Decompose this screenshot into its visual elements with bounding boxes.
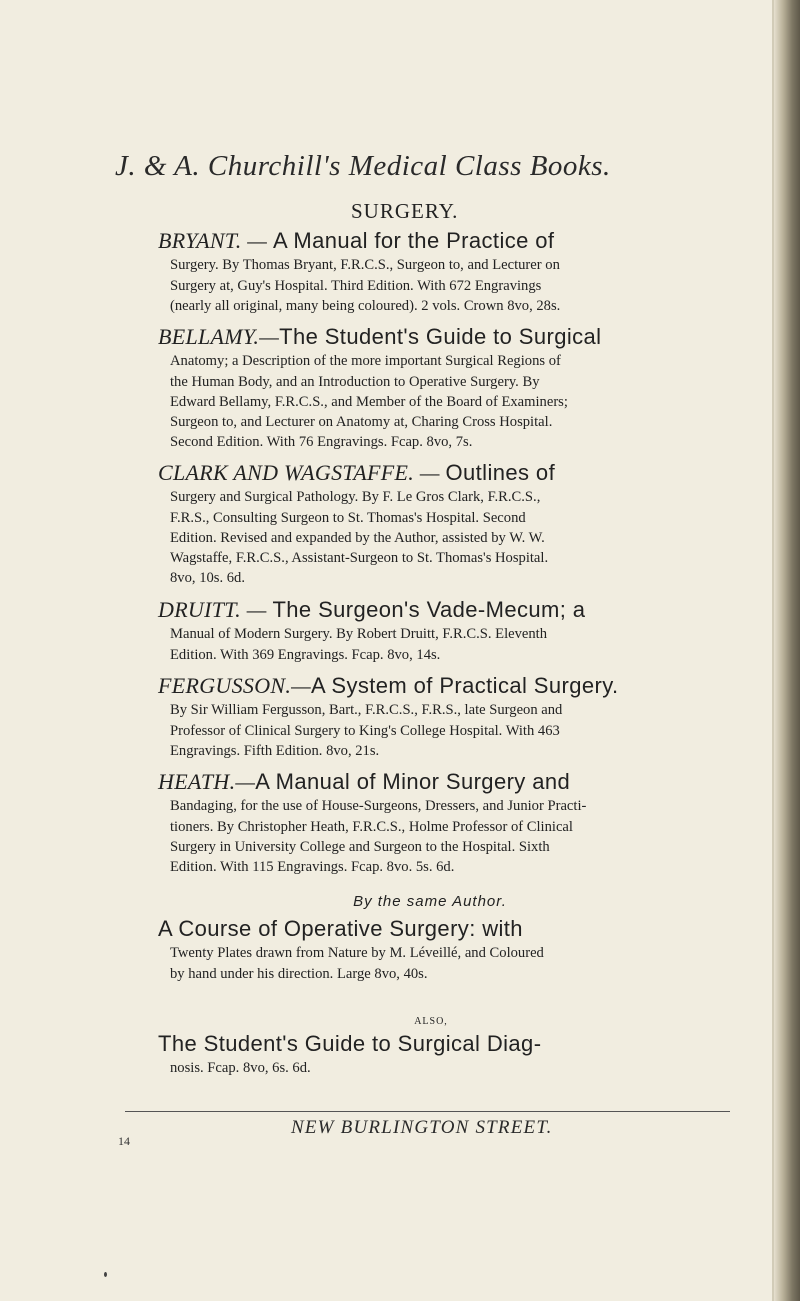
entry-title [158,324,738,349]
entry-title [158,769,738,794]
book-gutter-edge [774,0,800,1301]
entry-title [158,597,738,622]
catalog-entry-surgical-diagnosis [158,1031,738,1079]
ink-speck [104,1272,107,1277]
description-line: Manual of Modern Surgery. By Robert Druitt, F.R.C.S. Eleventh [170,626,548,643]
by-same-author-heading: By the same Author. [353,893,507,910]
entry-description [170,796,738,877]
running-header: J. & A. Churchill's Medical Class Books. [115,150,611,182]
description-line: by hand under his direction. Large 8vo, 40s. [170,965,428,982]
description-line: Surgery in University College and Surgeon to the Hospital. Sixth [170,838,550,855]
entry-description [170,255,738,316]
description-line: the Human Body, and an Introduction to Operative Surgery. By [170,373,540,390]
description-line: Surgery. By Thomas Bryant, F.R.C.S., Surgeon to, and Lecturer on [170,257,560,274]
catalog-entry-bryant [158,228,738,316]
entry-separator: — [240,597,273,622]
description-line: Edward Bellamy, F.R.C.S., and Member of the Board of Examiners; [170,393,568,410]
description-line: (nearly all original, many being coloured). 2 vols. Crown 8vo, 28s. [170,297,561,314]
entry-title [158,460,738,485]
entry-author: BELLAMY. [158,324,260,349]
description-line: Anatomy; a Description of the more important Surgical Regions of [170,353,561,370]
description-line: Surgeon to, and Lecturer on Anatomy at, Charing Cross Hospital. [170,414,553,430]
entry-author: DRUITT. [158,597,241,622]
entry-title [158,1031,738,1056]
entry-separator: — [235,769,256,794]
footer-rule [125,1111,730,1112]
catalog-entry-operative-surgery [158,916,738,984]
description-line: Engravings. Fifth Edition. 8vo, 21s. [170,742,380,759]
description-line: Second Edition. With 76 Engravings. Fcap. 8vo, 7s. [170,434,473,451]
entry-work-title: The Student's Guide to Surgical [279,324,602,349]
entry-work-title: Outlines of [445,460,556,485]
entry-work-title: A System of Practical Surgery. [311,673,619,698]
entry-description [170,624,738,664]
catalog-entry-druitt [158,597,738,665]
also-label: ALSO, [414,1016,448,1027]
page-number: 14 [118,1134,130,1148]
entry-work-title: A Course of Operative Surgery: with [158,916,523,941]
entry-work-title: The Student's Guide to Surgical Diag- [158,1031,542,1056]
entry-description [170,943,738,983]
entry-title [158,673,738,698]
description-line: Surgery and Surgical Pathology. By F. Le Gros Clark, F.R.C.S., [170,489,541,506]
entry-author: BRYANT. [158,228,242,253]
footer-address: NEW BURLINGTON STREET. [291,1117,553,1138]
catalog-entry-heath [158,769,738,877]
section-title: SURGERY. [351,199,459,223]
entry-description [170,1058,738,1078]
entry-work-title: The Surgeon's Vade-Mecum; a [272,597,586,622]
description-line: tioners. By Christopher Heath, F.R.C.S., Holme Professor of Clinical [170,818,573,835]
description-line: By Sir William Fergusson, Bart., F.R.C.S., F.R.S., late Surgeon and [170,702,563,719]
catalog-entry-fergusson [158,673,738,761]
entry-author: HEATH. [158,769,236,794]
entry-separator: — [241,228,273,253]
entry-title [158,916,738,941]
entry-separator: — [291,673,312,698]
description-line: nosis. Fcap. 8vo, 6s. 6d. [170,1060,311,1077]
entry-separator: — [259,324,280,349]
description-line: Edition. Revised and expanded by the Author, assisted by W. W. [170,529,545,546]
entry-description [170,487,738,588]
description-line: Edition. With 369 Engravings. Fcap. 8vo, 14s. [170,646,441,663]
entry-separator: — [414,460,446,485]
description-line: Twenty Plates drawn from Nature by M. Léveillé, and Coloured [170,945,544,962]
catalog-entry-bellamy [158,324,738,452]
description-line: Bandaging, for the use of House-Surgeons, Dressers, and Junior Practi- [170,798,587,815]
description-line: Surgery at, Guy's Hospital. Third Edition. With 672 Engravings [170,277,542,294]
description-line: F.R.S., Consulting Surgeon to St. Thomas's Hospital. Second [170,509,526,526]
entry-author: CLARK AND WAGSTAFFE. [158,460,415,485]
description-line: Edition. With 115 Engravings. Fcap. 8vo. 5s. 6d. [170,859,455,875]
catalog-entry-clark-wagstaffe [158,460,738,588]
entry-title [158,228,738,253]
entry-work-title: A Manual for the Practice of [272,228,555,253]
entry-author: FERGUSSON. [158,673,292,698]
entry-description [170,700,738,761]
entry-description [170,351,738,452]
description-line: Professor of Clinical Surgery to King's College Hospital. With 463 [170,722,560,739]
description-line: Wagstaffe, F.R.C.S., Assistant-Surgeon to St. Thomas's Hospital. [170,550,549,566]
description-line: 8vo, 10s. 6d. [170,570,245,587]
entry-work-title: A Manual of Minor Surgery and [255,769,571,794]
